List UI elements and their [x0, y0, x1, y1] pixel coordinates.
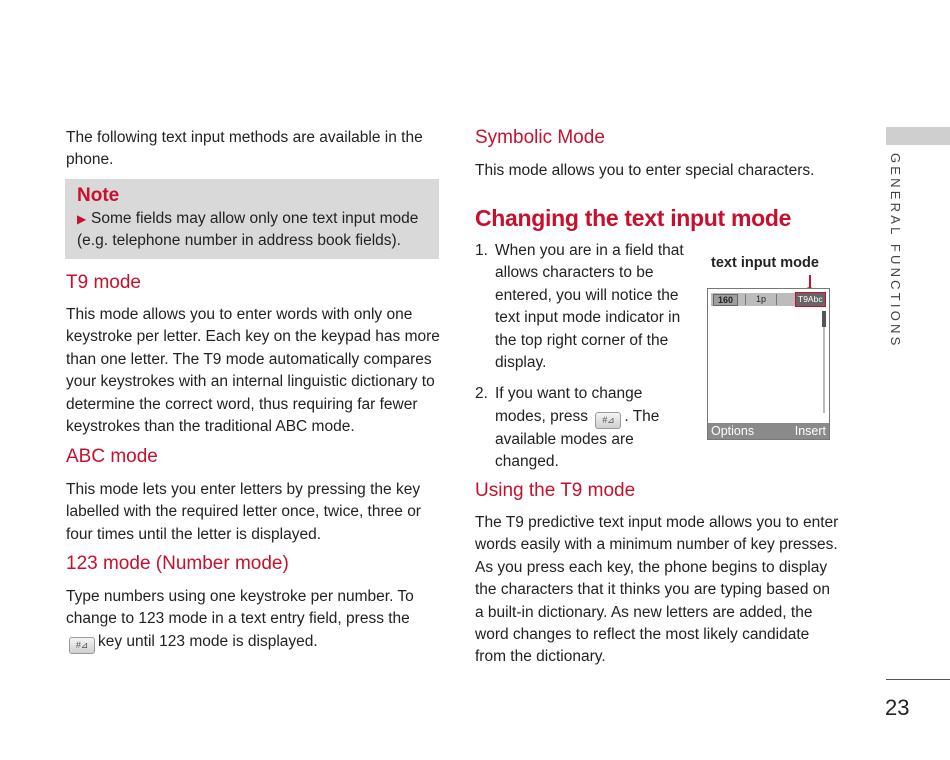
- side-tab-bar: [886, 127, 950, 145]
- abc-heading: ABC mode: [66, 446, 158, 467]
- scrollbar-track: [823, 327, 825, 413]
- triangle-bullet-icon: ▶: [77, 212, 87, 226]
- note-title: Note: [77, 185, 120, 206]
- softkey-bar: [708, 423, 829, 439]
- number-mode-body-start: Type numbers using one keystroke per number. To change to 123 mode in a text entry field, press the: [66, 588, 414, 628]
- page-indicator: 1p: [745, 294, 777, 305]
- phone-status-bar: [711, 293, 825, 306]
- intro-text: The following text input methods are available in the phone.: [66, 129, 423, 169]
- phone-screen: [707, 288, 830, 440]
- steps-list: [475, 240, 695, 474]
- softkey-insert[interactable]: Insert: [794, 424, 826, 438]
- step-2-number: 2.: [475, 385, 488, 403]
- using-t9-body: The T9 predictive text input mode allows you to enter words easily with a minimum number of key presses. As you press each key, the phone begins to display the characters that it thinks you are typing based on a built-in dictionary. As new letters are added, the word changes to reflect the most likely candidate from the dictionary.: [475, 514, 839, 666]
- step-1-text: When you are in a field that allows characters to be entered, you will notice the text input mode indicator in the top right corner of the display.: [495, 242, 684, 372]
- step-1: [475, 240, 695, 374]
- page-number-rule: [886, 679, 950, 680]
- figure-label: text input mode: [711, 255, 819, 271]
- abc-body: This mode lets you enter letters by pressing the key labelled with the required letter once, twice, three or four times until the letter is displayed.: [66, 481, 421, 543]
- softkey-options[interactable]: Options: [711, 424, 755, 438]
- scrollbar-thumb: [822, 311, 826, 327]
- hash-key-icon: #⊿: [69, 637, 95, 654]
- note-box: [65, 179, 439, 259]
- mode-indicator: T9Abc: [795, 292, 826, 307]
- note-text: Some fields may allow only one text input mode (e.g. telephone number in address book fields).: [77, 210, 419, 250]
- step-2-text-start: If you want to change modes, press: [495, 385, 643, 425]
- note-item: [77, 208, 427, 253]
- char-counter: 160: [713, 294, 738, 306]
- symbolic-body: This mode allows you to enter special characters.: [475, 162, 815, 179]
- t9-heading: T9 mode: [66, 272, 141, 293]
- hash-key-icon: #⊿: [595, 412, 621, 429]
- t9-body: This mode allows you to enter words with only one keystroke per letter. Each key on the keypad has more than one letter. The T9 mode automatically compares your keystrokes with an internal linguistic dictionary to determine the correct word, thus requiring far fewer keystrokes than the traditional ABC mode.: [66, 306, 440, 436]
- number-mode-body: [66, 586, 426, 654]
- side-tab-label: GENERAL FUNCTIONS: [888, 153, 903, 349]
- step-1-number: 1.: [475, 242, 488, 259]
- changing-heading: Changing the text input mode: [475, 205, 792, 231]
- symbolic-heading: Symbolic Mode: [475, 127, 605, 148]
- using-t9-heading: Using the T9 mode: [475, 480, 636, 501]
- page-number: 23: [885, 695, 910, 720]
- number-mode-heading: 123 mode (Number mode): [66, 553, 289, 574]
- step-2-text-end: . The available modes are changed.: [495, 407, 660, 471]
- step-2: [475, 383, 695, 473]
- number-mode-body-end: key until 123 mode is displayed.: [98, 632, 318, 650]
